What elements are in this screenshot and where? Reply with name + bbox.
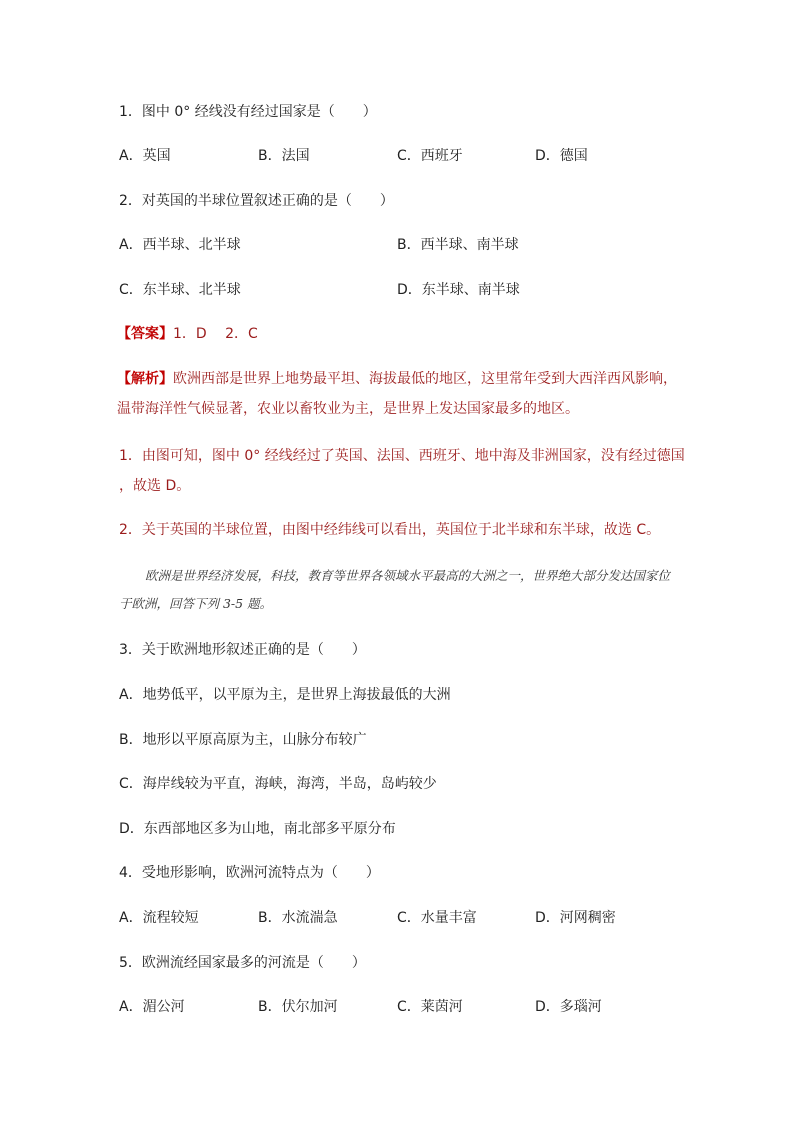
question-2-option-b: B．西半球、南半球 — [397, 237, 519, 253]
question-4-option-a: A．流程较短 — [119, 910, 199, 926]
question-2-option-a: A．西半球、北半球 — [119, 237, 241, 253]
question-4-option-c: C．水量丰富 — [397, 910, 477, 926]
question-1-option-b: B．法国 — [258, 148, 310, 164]
question-3-option-c: C．海岸线较为平直，海峡，海湾，半岛，岛屿较少 — [119, 776, 437, 792]
question-1-option-d: D．德国 — [535, 148, 588, 164]
question-4-options — [119, 908, 679, 928]
question-5-options — [119, 997, 679, 1017]
question-3-option-d: D．东西部地区多为山地，南北部多平原分布 — [119, 821, 396, 837]
question-1-stem: 1．图中 0° 经线没有经过国家是（ ） — [119, 104, 377, 120]
question-5-stem: 5．欧洲流经国家最多的河流是（ ） — [119, 955, 366, 971]
analysis-item-2: 2．关于英国的半球位置，由图中经纬线可以看出，英国位于北半球和东半球，故选 C。 — [119, 522, 661, 538]
question-4-option-b: B．水流湍急 — [258, 910, 338, 926]
question-2-stem: 2．对英国的半球位置叙述正确的是（ ） — [119, 193, 394, 209]
question-1-option-a: A．英国 — [119, 148, 171, 164]
question-4-stem: 4．受地形影响，欧洲河流特点为（ ） — [119, 865, 380, 881]
question-5-option-a: A．湄公河 — [119, 999, 185, 1015]
question-3-option-b: B．地形以平原高原为主，山脉分布较广 — [119, 732, 367, 748]
analysis-paragraph — [117, 364, 679, 424]
question-3-stem: 3．关于欧洲地形叙述正确的是（ ） — [119, 642, 366, 658]
analysis-item-1-line-2: ，故选 D。 — [119, 478, 191, 494]
question-4-option-d: D．河网稠密 — [535, 910, 616, 926]
question-2-option-d: D．东半球、南半球 — [397, 282, 520, 298]
reading-passage: 欧洲是世界经济发展，科技，教育等世界各领域水平最高的大洲之一，世界绝大部分发达国家位于欧洲，回答下列 3-5 题。 — [119, 568, 671, 611]
analysis-tag: 【解析】 — [117, 371, 173, 387]
analysis-text: 欧洲西部是世界上地势最平坦、海拔最低的地区，这里常年受到大西洋西风影响，温带海洋性气候显著，农业以畜牧业为主，是世界上发达国家最多的地区。 — [117, 371, 677, 417]
answer-tag: 【答案】 — [117, 326, 173, 342]
answer-text: 1．D 2．C — [173, 326, 258, 342]
answer-line — [117, 324, 258, 344]
question-5-option-b: B．伏尔加河 — [258, 999, 338, 1015]
analysis-item-1-line-1: 1．由图可知，图中 0° 经线经过了英国、法国、西班牙、地中海及非洲国家，没有经过德国 — [119, 448, 685, 464]
question-5-option-d: D．多瑙河 — [535, 999, 602, 1015]
question-1-options — [119, 146, 679, 166]
question-2-options-row-2 — [119, 280, 679, 300]
question-3-option-a: A．地势低平，以平原为主，是世界上海拔最低的大洲 — [119, 687, 451, 703]
question-2-option-c: C．东半球、北半球 — [119, 282, 241, 298]
question-1-option-c: C．西班牙 — [397, 148, 463, 164]
question-5-option-c: C．莱茵河 — [397, 999, 463, 1015]
question-2-options-row-1 — [119, 235, 679, 255]
